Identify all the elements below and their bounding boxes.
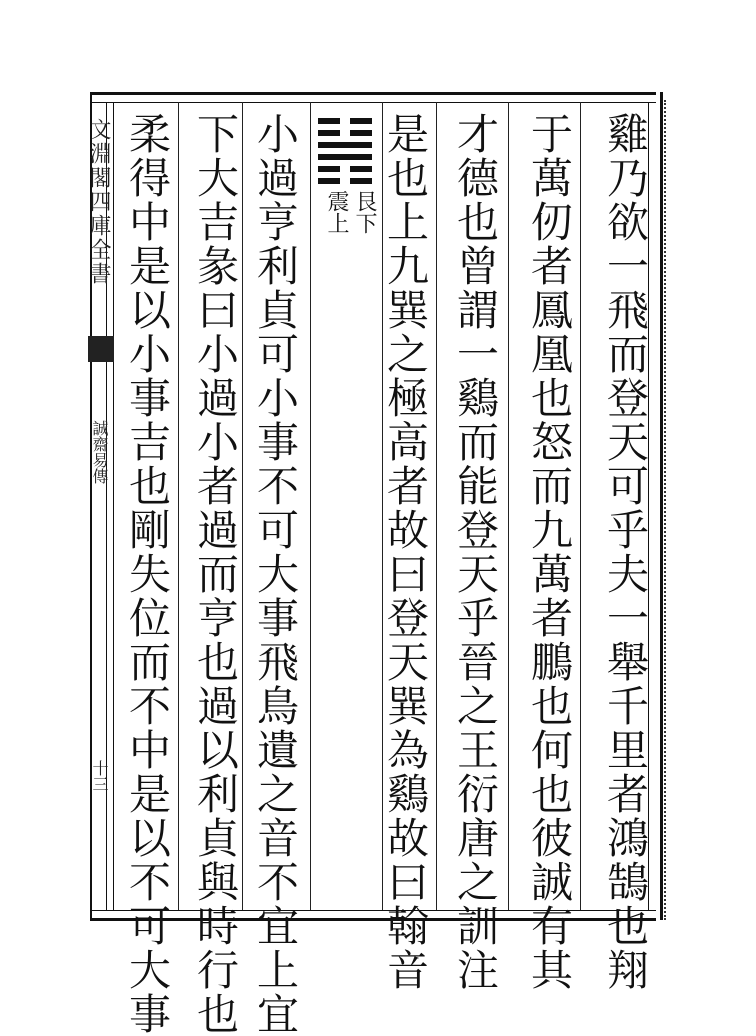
hexagram-broken-line-segment (318, 166, 340, 172)
book-title: 誠齋易傳 (90, 420, 109, 484)
column-divider (436, 102, 437, 910)
page-number: 十三 (90, 760, 109, 792)
frame-right-rule (660, 92, 663, 920)
page-edge-marks (664, 100, 674, 920)
text-column: 雞乃欲一飛而登天可乎夫一舉千里者鴻鵠也翔 (601, 112, 650, 992)
hexagram-broken-line-segment (350, 130, 372, 136)
hexagram-broken-line-segment (318, 130, 340, 136)
lower-trigram-label: 艮下 (352, 190, 377, 234)
column-divider (580, 102, 581, 910)
text-column: 小過亨利貞可小事不可大事飛鳥遺之音不宜上宜 (251, 112, 300, 1036)
gutter-rule (113, 102, 114, 910)
text-column: 是也上九巽之極高者故曰登天巽為鷄故曰翰音 (381, 112, 430, 992)
column-divider (508, 102, 509, 910)
text-column: 下大吉彖曰小過小者過而亨也過以利貞與時行也 (191, 112, 240, 1036)
hexagram-broken-line-segment (350, 118, 372, 124)
hexagram-solid-line (318, 154, 372, 160)
text-column: 于萬仞者鳳凰也怒而九萬者鵬也何也彼誠有其 (525, 112, 574, 992)
hexagram-broken-line-segment (350, 166, 372, 172)
hexagram-broken-line-segment (318, 178, 340, 184)
text-column: 柔得中是以小事吉也剛失位而不中是以不可大事 (123, 112, 172, 1036)
column-divider (310, 102, 311, 910)
column-divider (178, 102, 179, 910)
hexagram-solid-line (318, 142, 372, 148)
upper-trigram-label: 震上 (324, 190, 349, 234)
fishtail-mark (88, 336, 114, 362)
hexagram-broken-line-segment (350, 178, 372, 184)
hexagram-broken-line-segment (318, 118, 340, 124)
text-column: 才德也曾謂一鷄而能登天乎晉之王衍唐之訓注 (451, 112, 500, 992)
frame-top-inner-rule (90, 102, 656, 103)
collection-title: 文淵閣四庫全書 (86, 118, 111, 286)
frame-top-rule (90, 92, 656, 95)
